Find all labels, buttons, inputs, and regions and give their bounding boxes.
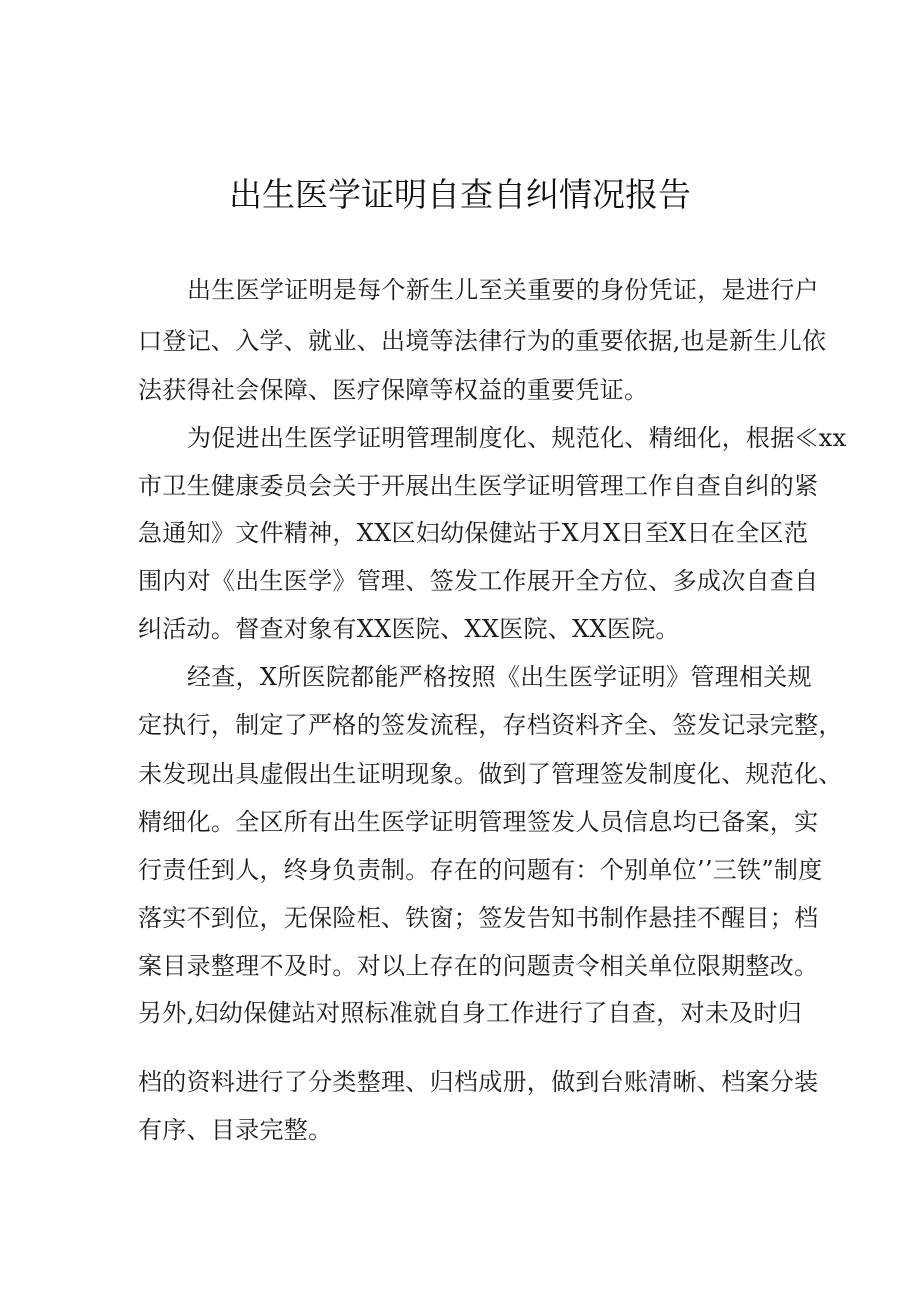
paragraph-line: 行责任到人，终身负责制。存在的问题有：个别单位’’三铁”制度	[138, 856, 823, 884]
paragraph-line: 档的资料进行了分类整理、归档成册，做到台账清晰、档案分装	[138, 1068, 819, 1096]
paragraph-line: 精细化。全区所有出生医学证明管理签发人员信息均已备案，实	[138, 808, 819, 836]
paragraph-line: 定执行，制定了严格的签发流程，存档资料齐全、签发记录完整，	[138, 711, 843, 739]
paragraph-line: 落实不到位，无保险柜、铁窗；签发告知书制作悬挂不醒目；档	[138, 904, 819, 932]
document-title: 出生医学证明自查自纠情况报告	[229, 175, 691, 214]
paragraph-line: 急通知》文件精神，XX区妇幼保健站于X月X日至X日在全区范	[138, 519, 809, 547]
paragraph-line: 纠活动。督查对象有XX医院、XX医院、XX医院。	[138, 615, 680, 643]
paragraph-line: 未发现出具虚假出生证明现象。做到了管理签发制度化、规范化、	[138, 760, 843, 788]
paragraph-line: 法获得社会保障、医疗保障等权益的重要凭证。	[138, 376, 649, 404]
paragraph-line: 出生医学证明是每个新生儿至关重要的身份凭证，是进行户	[187, 276, 819, 304]
paragraph-line: 口登记、入学、就业、出境等法律行为的重要依据,也是新生儿依	[138, 327, 827, 355]
paragraph-line: 经查，X所医院都能严格按照《出生医学证明》管理相关规	[187, 663, 812, 691]
paragraph-line: 为促进出生医学证明管理制度化、规范化、精细化，根据≪xx	[187, 424, 847, 452]
paragraph-line: 案目录整理不及时。对以上存在的问题责令相关单位限期整改。	[138, 952, 819, 980]
paragraph-line: 另外,妇幼保健站对照标准就自身工作进行了自查，对未及时归	[138, 999, 803, 1027]
paragraph-line: 围内对《出生医学》管理、签发工作展开全方位、多成次自查自	[138, 567, 819, 595]
paragraph-line: 市卫生健康委员会关于开展出生医学证明管理工作自查自纠的紧	[138, 472, 819, 500]
paragraph-line: 有序、目录完整。	[138, 1116, 333, 1144]
